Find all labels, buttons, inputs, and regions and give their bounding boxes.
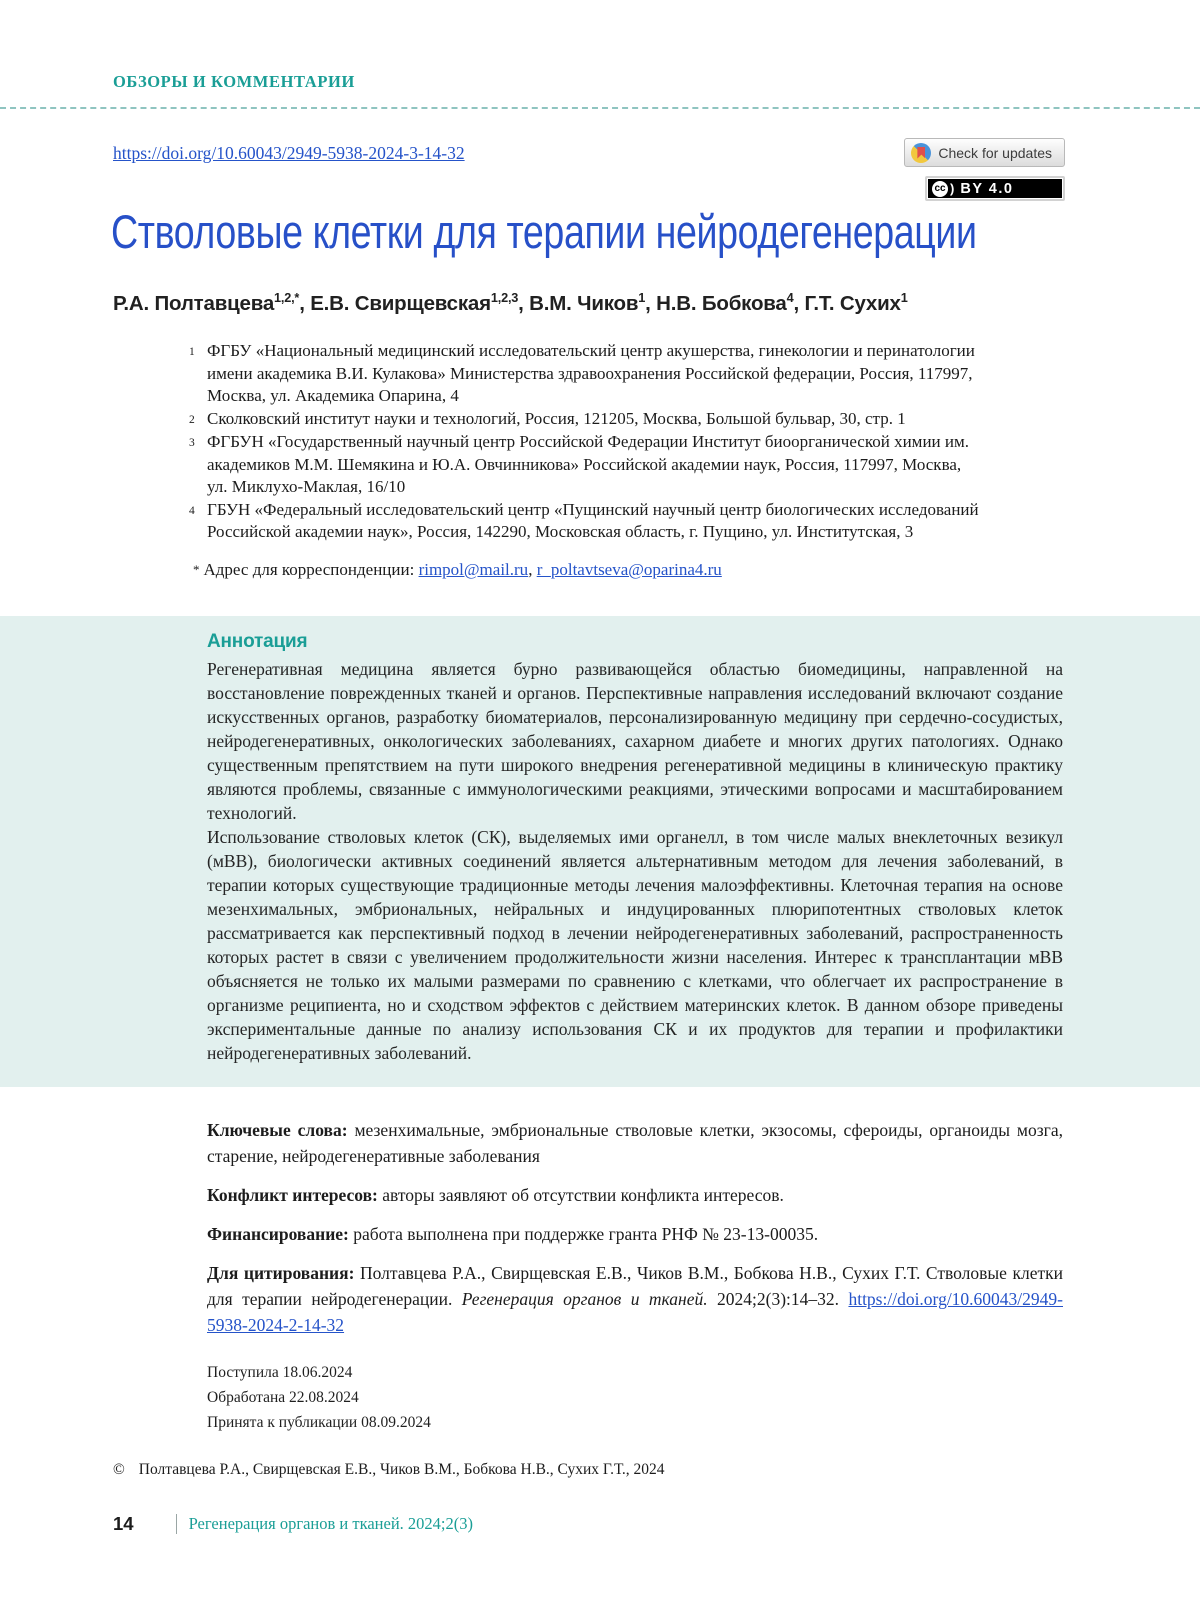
affiliation-item bbox=[189, 431, 979, 499]
affiliation-text: ФГБУ «Национальный медицинский исследовательский центр акушерства, гинекологии и перинатологии имени академика В.И. Кулакова» Министерства здравоохранения Российской федерации, Россия, 117997, Москва, ул. Академика Опарина, 4 bbox=[207, 341, 975, 405]
citation-doi-link[interactable]: https://doi.org/10.60043/2949-5938-2024-2-14-32 bbox=[207, 1288, 1063, 1335]
correspondence-label: Адрес для корреспонденции: bbox=[203, 559, 419, 579]
date-accepted: Принята к публикации 08.09.2024 bbox=[207, 1413, 431, 1431]
citation-label: Для цитирования: bbox=[207, 1262, 355, 1283]
article-dates bbox=[207, 1360, 1200, 1435]
conflict-text: авторы заявляют об отсутствии конфликта интересов. bbox=[377, 1184, 784, 1205]
page-title: Стволовые клетки для терапии нейродегенерации bbox=[111, 205, 977, 258]
email-link-2[interactable]: r_poltavtseva@oparina4.ru bbox=[536, 559, 722, 579]
affiliation-item bbox=[189, 499, 979, 544]
abstract-paragraph-2: Использование стволовых клеток (СК), выделяемых ими органелл, в том числе малых внеклеточных везикул (мВВ), биологически активных соединений является альтернативным методом для лечения заболеваний, в терапии которых существующие традиционные методы лечения малоэффективны. Клеточная терапия на основе мезенхимальных, эмбриональных, нейральных и индуцированных плюрипотентных стволовых клеток рассматривается как перспективный подход в лечении нейродегенеративных заболеваний, распространенность которых растет в связи с увеличением продолжительности жизни населения. Интерес к трансплантации мВВ объясняется не только их малыми размерами по сравнению с клетками, что облегчает их распространение в организме реципиента, но и сходством эффектов с действием материнских клеток. В данном обзоре приведены экспериментальные данные по анализу использования СК и их продуктов для терапии и профилактики нейродегенеративных заболеваний. bbox=[207, 826, 1063, 1063]
conflict-paragraph bbox=[207, 1182, 1063, 1208]
author: Г.Т. Сухих$^1$ bbox=[804, 290, 908, 315]
date-received: Поступила 18.06.2024 bbox=[207, 1363, 353, 1381]
keywords-text: мезенхимальные, эмбриональные стволовые клетки, экзосомы, сфероиды, органоиды мозга, старение, нейродегенеративные заболевания bbox=[207, 1119, 1063, 1166]
citation-text: Полтавцева Р.А., Свирщевская Е.В., Чиков В.М., Бобкова Н.В., Сухих Г.Т. Стволовые клетки для терапии нейродегенерации. bbox=[207, 1262, 1064, 1309]
date-revised: Обработана 22.08.2024 bbox=[207, 1388, 359, 1406]
affiliation-number: 2 bbox=[189, 413, 195, 426]
crossmark-icon bbox=[911, 143, 931, 163]
affiliation-number: 4 bbox=[189, 504, 195, 517]
citation-volume-pages: 2024;2(3):14–32. bbox=[707, 1288, 849, 1309]
abstract-heading: Аннотация bbox=[207, 630, 308, 652]
copyright-text: Полтавцева Р.А., Свирщевская Е.В., Чиков В.М., Бобкова Н.В., Сухих Г.Т., 2024 bbox=[138, 1460, 665, 1478]
correspondence-line bbox=[193, 560, 1200, 580]
cc-icon: cc bbox=[932, 181, 948, 197]
copyright-line bbox=[113, 1461, 1200, 1479]
author: Н.В. Бобкова$^4$, bbox=[656, 290, 805, 315]
cc-paren-glyph: ) bbox=[950, 181, 955, 196]
author: Е.В. Свирщевская$^{1,2,3}$, bbox=[310, 290, 530, 315]
dashed-divider bbox=[0, 107, 1200, 109]
doi-link[interactable]: https://doi.org/10.60043/2949-5938-2024-3-14-32 bbox=[113, 143, 465, 163]
affiliation-item bbox=[189, 408, 979, 432]
affiliation-text: Сколковский институт науки и технологий, Россия, 121205, Москва, Большой бульвар, 30, стр. 1 bbox=[207, 408, 906, 428]
funding-paragraph bbox=[207, 1221, 1063, 1247]
copyright-symbol: © bbox=[113, 1460, 125, 1478]
conflict-label: Конфликт интересов: bbox=[207, 1184, 378, 1205]
affiliation-text: ФГБУН «Государственный научный центр Российской Федерации Институт биоорганической химии им. академиков М.М. Шемякина и Ю.А. Овчинникова» Российской академии наук, Россия, 117997, Москва, ул. Миклухо-Маклая, 16/10 bbox=[207, 432, 969, 496]
funding-text: работа выполнена при поддержке гранта РНФ № 23-13-00035. bbox=[348, 1223, 819, 1244]
footer-journal-name: Регенерация органов и тканей. 2024;2(3) bbox=[188, 1513, 473, 1533]
authors-line bbox=[113, 292, 1200, 316]
badge-stack bbox=[904, 138, 1065, 201]
section-label: ОБЗОРЫ И КОММЕНТАРИИ bbox=[113, 72, 355, 91]
check-for-updates-button[interactable] bbox=[904, 138, 1065, 167]
bookmark-icon bbox=[917, 147, 925, 159]
affiliation-text: ГБУН «Федеральный исследовательский центр «Пущинский научный центр биологических исследований Российской академии наук», Россия, 142290, Московская область, г. Пущино, ул. Институтская, 3 bbox=[207, 499, 979, 541]
page-footer bbox=[113, 1513, 1200, 1535]
footnote-asterisk: * bbox=[193, 561, 200, 577]
email-link-1[interactable]: rimpol@mail.ru bbox=[418, 559, 529, 579]
cc-by-license-badge[interactable] bbox=[925, 176, 1065, 201]
footer-divider bbox=[176, 1514, 177, 1534]
affiliation-number: 3 bbox=[189, 437, 195, 449]
email-separator: , bbox=[528, 559, 537, 579]
funding-label: Финансирование: bbox=[207, 1223, 349, 1244]
page-number: 14 bbox=[113, 1512, 134, 1534]
author: Р.А. Полтавцева$^{1,2,*}$, bbox=[113, 290, 311, 315]
keywords-paragraph bbox=[207, 1117, 1063, 1169]
author: В.М. Чиков$^1$, bbox=[529, 290, 657, 315]
citation-paragraph bbox=[207, 1260, 1063, 1338]
affiliation-number: 1 bbox=[189, 346, 195, 358]
cc-license-label: BY 4.0 bbox=[960, 180, 1014, 197]
abstract-section bbox=[0, 616, 1200, 1087]
keywords-label: Ключевые слова: bbox=[207, 1119, 348, 1140]
check-for-updates-label: Check for updates bbox=[938, 144, 1052, 161]
affiliation-item bbox=[189, 340, 979, 408]
affiliations-list bbox=[189, 340, 979, 544]
abstract-paragraph-1: Регенеративная медицина является бурно развивающейся областью биомедицины, направленной на восстановление поврежденных тканей и органов. Перспективные направления исследований включают создание искусственных органов, разработку биоматериалов, персонализированную медицину при сердечно-сосудистых, нейродегенеративных, онкологических заболеваниях, сахарном диабете и многих других патологиях. Однако существенным препятствием на пути широкого внедрения регенеративной медицины в клиническую практику являются проблемы, связанные с иммунологическими реакциями, этическими вопросами и масштабированием технологий. bbox=[207, 658, 1063, 823]
citation-journal-italic: Регенерация органов и тканей. bbox=[461, 1288, 708, 1309]
